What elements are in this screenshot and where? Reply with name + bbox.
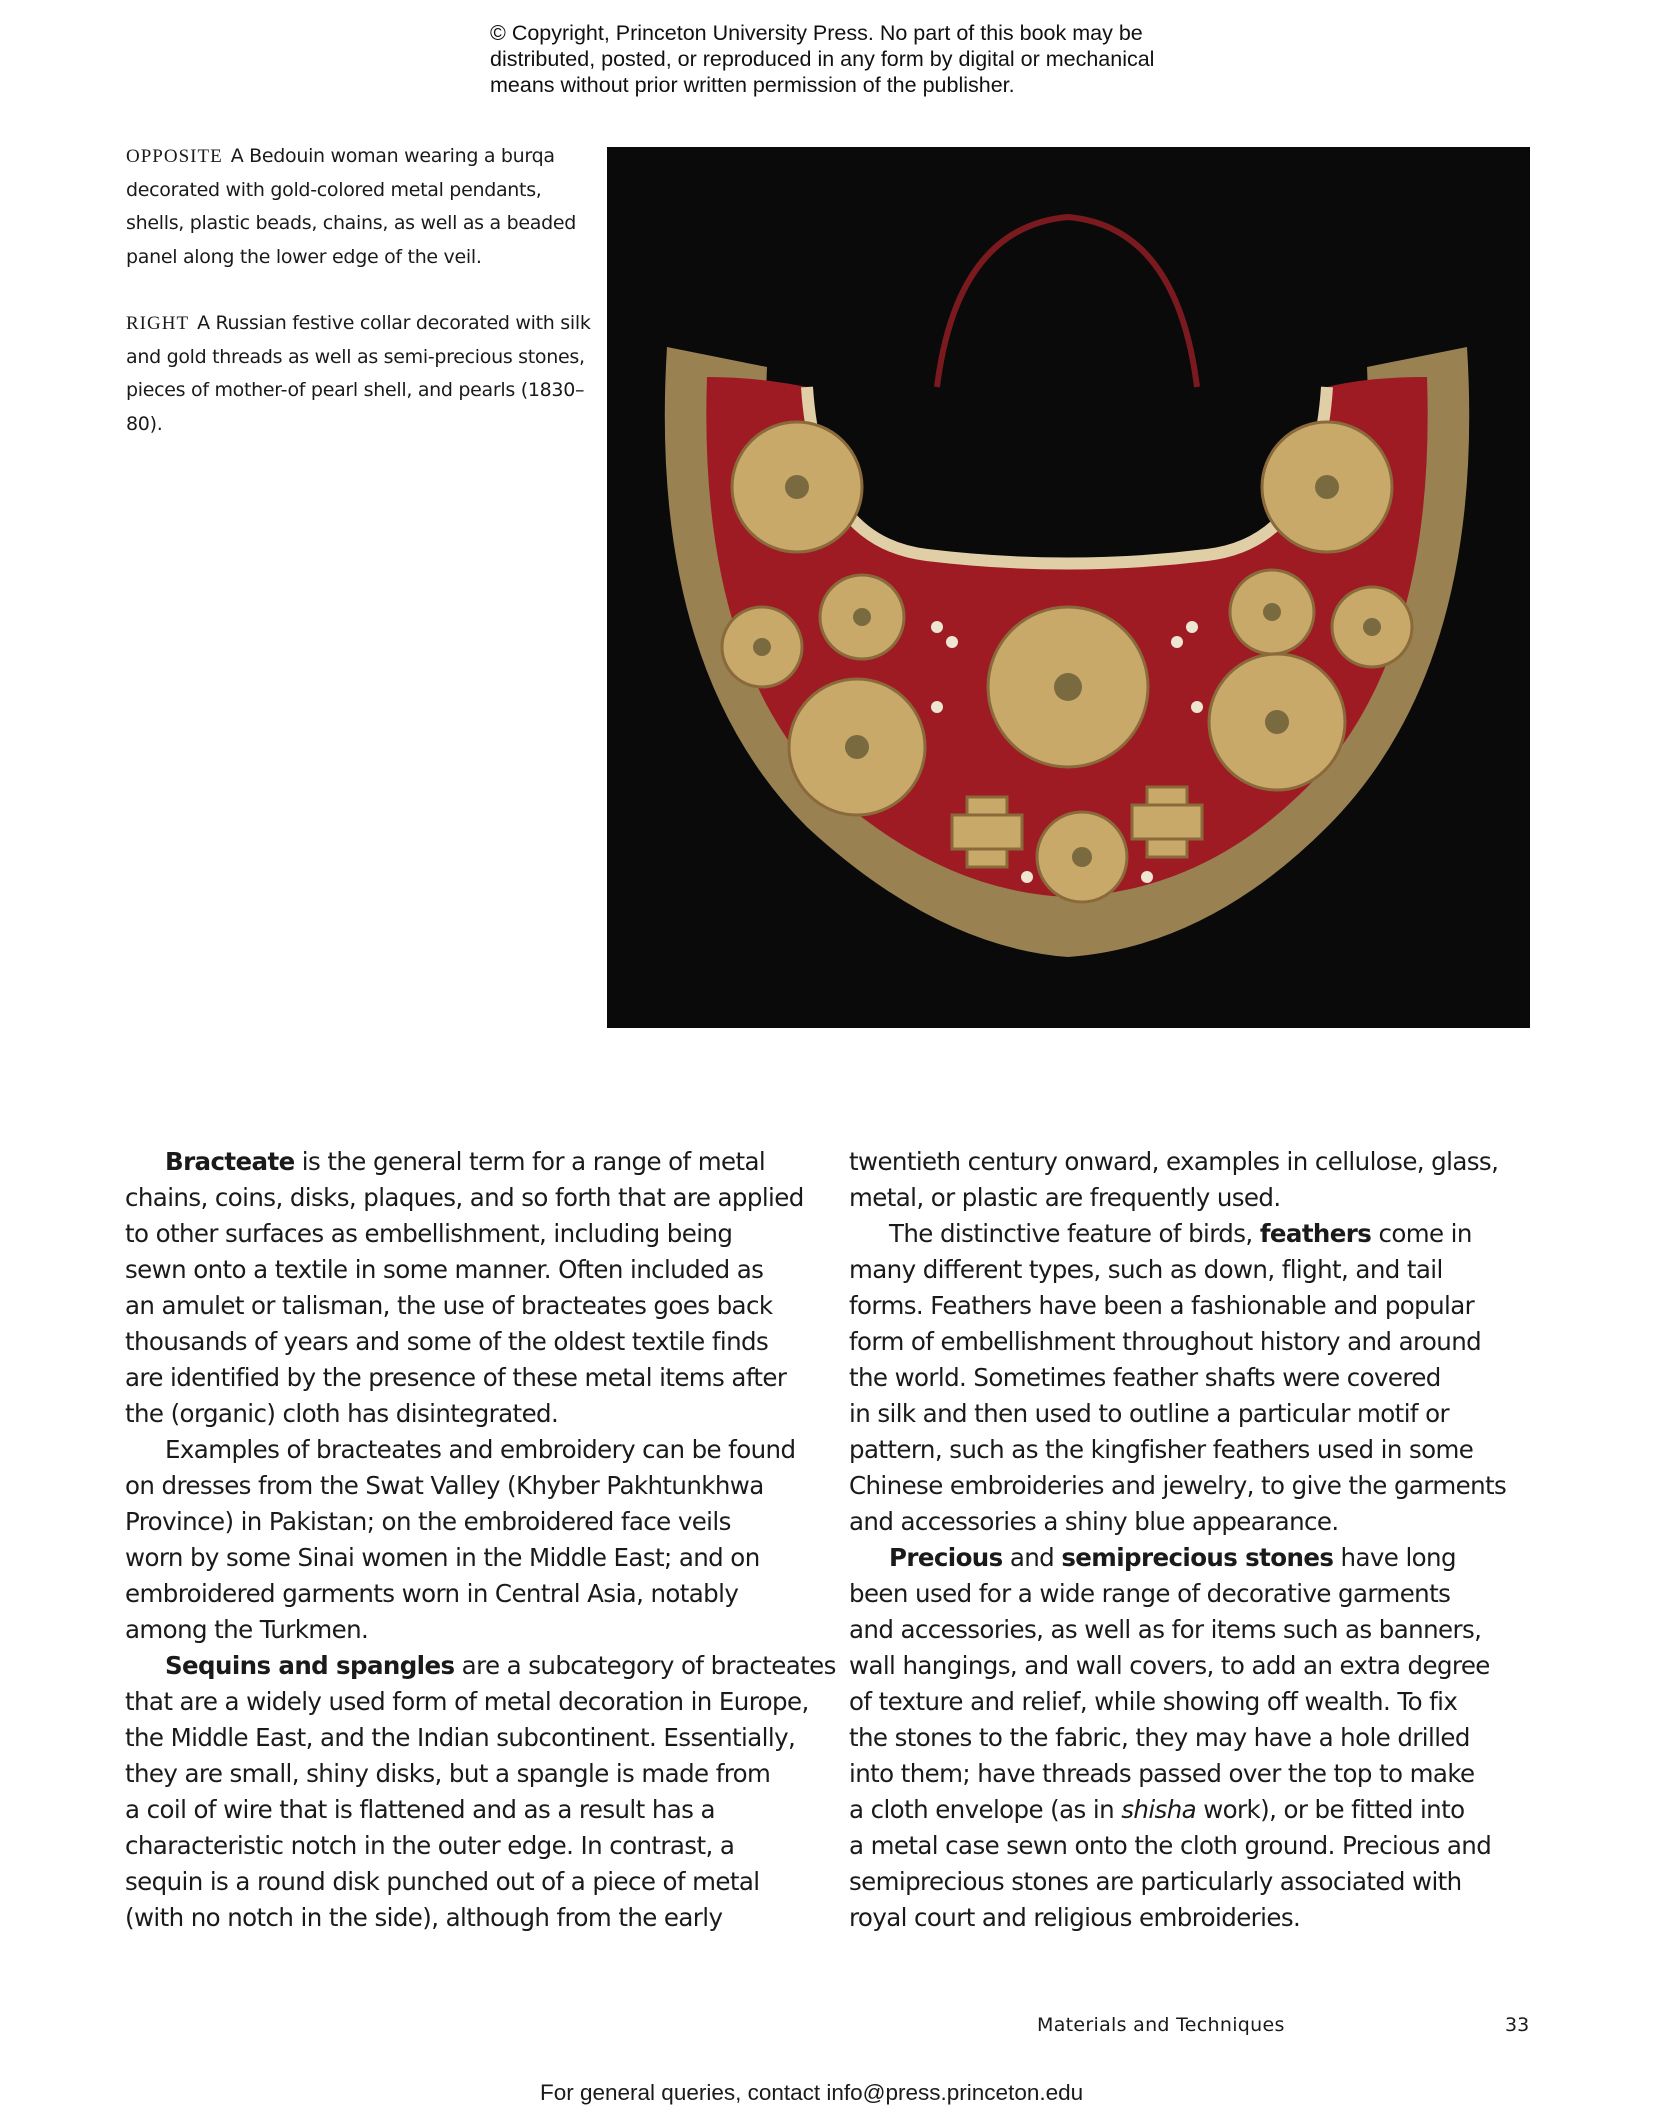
text-line: [125, 1432, 836, 1468]
text-line: [849, 1180, 1506, 1216]
text-segment: form of embellishment throughout history and around: [849, 1327, 1482, 1356]
text-segment: the (organic) cloth has disintegrated.: [125, 1399, 559, 1428]
text-line: [849, 1396, 1506, 1432]
text-segment: in silk and then used to outline a particular motif or: [849, 1399, 1449, 1428]
text-line: [849, 1576, 1506, 1612]
text-line: [125, 1684, 836, 1720]
text-line: [125, 1648, 836, 1684]
text-line: [125, 1864, 836, 1900]
text-line: [849, 1864, 1506, 1900]
text-segment: forms. Feathers have been a fashionable and popular: [849, 1291, 1475, 1320]
text-segment: and: [1002, 1543, 1062, 1572]
caption-right: [126, 307, 596, 441]
copyright-line: distributed, posted, or reproduced in any form by digital or mechanical: [490, 47, 1155, 71]
body-text-right-column: [849, 1144, 1506, 1936]
text-segment: they are small, shiny disks, but a spangle is made from: [125, 1759, 771, 1788]
text-line: [125, 1720, 836, 1756]
text-line: [849, 1756, 1506, 1792]
text-line: [849, 1288, 1506, 1324]
text-segment: (with no notch in the side), although from the early: [125, 1903, 723, 1932]
text-segment: a cloth envelope (as in: [849, 1795, 1122, 1824]
text-segment: on dresses from the Swat Valley (Khyber Pakhtunkhwa: [125, 1471, 764, 1500]
text-line: [125, 1396, 836, 1432]
copyright-line: means without prior written permission of the publisher.: [490, 73, 1015, 97]
text-segment: metal, or plastic are frequently used.: [849, 1183, 1281, 1212]
text-segment: have long: [1333, 1543, 1456, 1572]
text-segment: are identified by the presence of these metal items after: [125, 1363, 787, 1392]
text-segment: royal court and religious embroideries.: [849, 1903, 1301, 1932]
text-segment: a coil of wire that is flattened and as a result has a: [125, 1795, 715, 1824]
body-text-left-column: [125, 1144, 836, 1936]
text-segment: been used for a wide range of decorative garments: [849, 1579, 1451, 1608]
russian-collar-image: [607, 147, 1530, 1028]
text-segment: sequin is a round disk punched out of a piece of metal: [125, 1867, 760, 1896]
text-line: [125, 1576, 836, 1612]
text-line: [125, 1144, 836, 1180]
page-number: 33: [1505, 2014, 1530, 2036]
text-segment: an amulet or talisman, the use of bracteates goes back: [125, 1291, 773, 1320]
caption-text: A Bedouin woman wearing a burqa decorated with gold-colored metal pendants, shells, plastic beads, chains, as well as a beaded panel along the lower edge of the veil.: [126, 145, 576, 268]
text-line: [849, 1612, 1506, 1648]
text-segment: many different types, such as down, flight, and tail: [849, 1255, 1443, 1284]
text-segment: wall hangings, and wall covers, to add an extra degree: [849, 1651, 1490, 1680]
text-segment: are a subcategory of bracteates: [454, 1651, 836, 1680]
text-segment: thousands of years and some of the oldest textile finds: [125, 1327, 769, 1356]
text-segment: the stones to the fabric, they may have a hole drilled: [849, 1723, 1470, 1752]
text-segment: sewn onto a textile in some manner. Often included as: [125, 1255, 764, 1284]
collar-photo: [607, 147, 1530, 1028]
text-segment: and accessories, as well as for items such as banners,: [849, 1615, 1482, 1644]
text-segment: Examples of bracteates and embroidery can be found: [165, 1435, 796, 1464]
text-line: [849, 1684, 1506, 1720]
text-line: [125, 1828, 836, 1864]
text-line: [849, 1540, 1506, 1576]
text-line: [849, 1504, 1506, 1540]
text-line: [849, 1720, 1506, 1756]
text-segment: worn by some Sinai women in the Middle East; and on: [125, 1543, 760, 1572]
text-line: [125, 1468, 836, 1504]
text-line: [125, 1324, 836, 1360]
copyright-line: © Copyright, Princeton University Press. No part of this book may be: [490, 21, 1143, 45]
text-segment: to other surfaces as embellishment, including being: [125, 1219, 733, 1248]
text-line: [849, 1144, 1506, 1180]
caption-opposite: [126, 140, 596, 274]
bold-term: Precious: [889, 1543, 1003, 1572]
text-line: [125, 1252, 836, 1288]
text-segment: the world. Sometimes feather shafts were covered: [849, 1363, 1441, 1392]
text-segment: among the Turkmen.: [125, 1615, 369, 1644]
text-line: [125, 1180, 836, 1216]
text-line: [849, 1792, 1506, 1828]
text-line: [849, 1324, 1506, 1360]
text-line: [849, 1360, 1506, 1396]
figure-captions: [126, 140, 596, 474]
bold-term: Sequins and spangles: [165, 1651, 455, 1680]
text-line: [125, 1288, 836, 1324]
bold-term: feathers: [1259, 1219, 1372, 1248]
text-line: [849, 1216, 1506, 1252]
text-line: [125, 1612, 836, 1648]
text-segment: shisha: [1121, 1795, 1197, 1824]
running-head: Materials and Techniques: [1037, 2014, 1285, 2036]
text-line: [849, 1900, 1506, 1936]
text-segment: is the general term for a range of metal: [294, 1147, 766, 1176]
text-line: [849, 1252, 1506, 1288]
text-segment: characteristic notch in the outer edge. In contrast, a: [125, 1831, 735, 1860]
text-line: [849, 1432, 1506, 1468]
bold-term: Bracteate: [165, 1147, 295, 1176]
text-segment: come in: [1371, 1219, 1472, 1248]
text-line: [849, 1828, 1506, 1864]
caption-lead: RIGHT: [126, 313, 190, 334]
text-segment: and accessories a shiny blue appearance.: [849, 1507, 1339, 1536]
text-line: [125, 1900, 836, 1936]
text-segment: pattern, such as the kingfisher feathers used in some: [849, 1435, 1474, 1464]
caption-text: A Russian festive collar decorated with silk and gold threads as well as semi-precious stones, pieces of mother-of pearl shell, and pearls (1830–80).: [126, 312, 591, 435]
text-segment: chains, coins, disks, plaques, and so forth that are applied: [125, 1183, 804, 1212]
text-segment: embroidered garments worn in Central Asia, notably: [125, 1579, 739, 1608]
text-segment: Province) in Pakistan; on the embroidered face veils: [125, 1507, 731, 1536]
text-segment: that are a widely used form of metal decoration in Europe,: [125, 1687, 809, 1716]
text-segment: of texture and relief, while showing off wealth. To fix: [849, 1687, 1458, 1716]
text-line: [125, 1216, 836, 1252]
text-line: [849, 1648, 1506, 1684]
text-segment: into them; have threads passed over the top to make: [849, 1759, 1475, 1788]
text-segment: Chinese embroideries and jewelry, to give the garments: [849, 1471, 1507, 1500]
text-segment: a metal case sewn onto the cloth ground. Precious and: [849, 1831, 1492, 1860]
text-line: [125, 1756, 836, 1792]
text-segment: the Middle East, and the Indian subcontinent. Essentially,: [125, 1723, 796, 1752]
text-line: [125, 1540, 836, 1576]
text-line: [125, 1792, 836, 1828]
bold-term: semiprecious stones: [1061, 1543, 1334, 1572]
copyright-notice: [490, 20, 1210, 98]
footer-contact: For general queries, contact info@press.princeton.edu: [540, 2080, 1084, 2105]
text-line: [125, 1360, 836, 1396]
caption-lead: OPPOSITE: [126, 146, 223, 167]
text-segment: semiprecious stones are particularly associated with: [849, 1867, 1462, 1896]
text-line: [125, 1504, 836, 1540]
text-segment: The distinctive feature of birds,: [889, 1219, 1260, 1248]
text-line: [849, 1468, 1506, 1504]
text-segment: twentieth century onward, examples in cellulose, glass,: [849, 1147, 1499, 1176]
text-segment: work), or be fitted into: [1196, 1795, 1465, 1824]
